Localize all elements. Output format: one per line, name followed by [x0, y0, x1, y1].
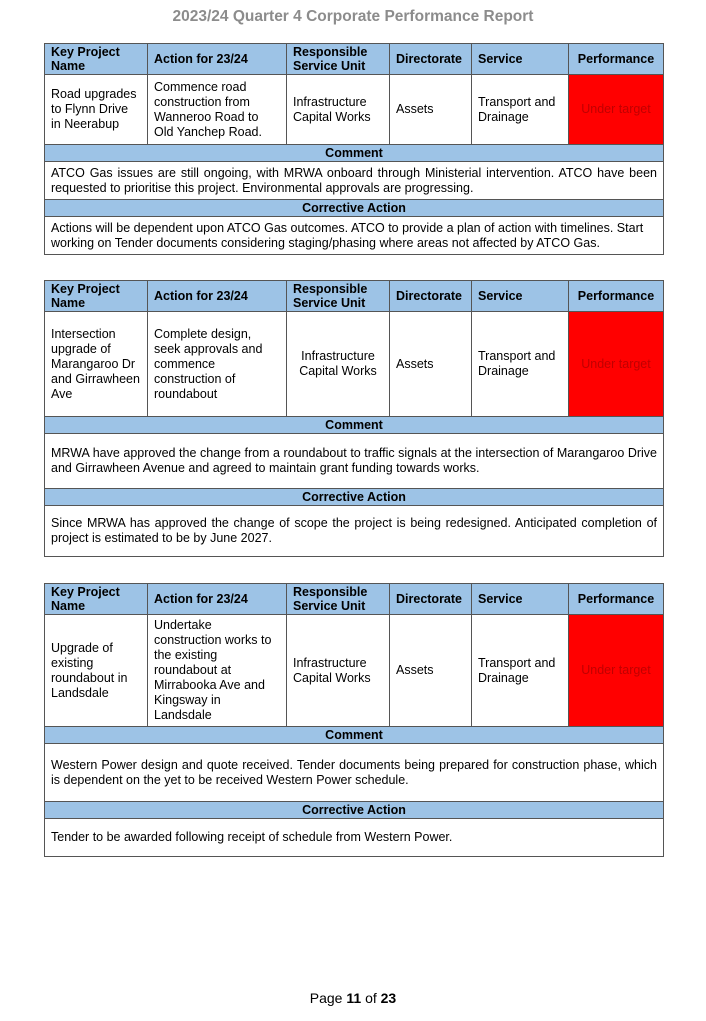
- header-responsible-unit: Responsible Service Unit: [287, 44, 390, 75]
- header-key-project: Key Project Name: [45, 584, 148, 615]
- page-label: Page: [309, 990, 343, 1006]
- project-action: Undertake construction works to the existing roundabout at Mirrabooka Ave and Kingsway in Landsdale: [148, 615, 287, 727]
- performance-status: Under target: [569, 615, 664, 727]
- corrective-header-row: [45, 489, 664, 506]
- comment-row: [45, 434, 664, 489]
- header-action: Action for 23/24: [148, 281, 287, 312]
- project-unit: Infrastructure Capital Works: [287, 312, 390, 417]
- corrective-heading: Corrective Action: [45, 200, 664, 217]
- header-service: Service: [472, 281, 569, 312]
- header-key-project: Key Project Name: [45, 44, 148, 75]
- project-action: Complete design, seek approvals and commence construction of roundabout: [148, 312, 287, 417]
- comment-row: [45, 744, 664, 802]
- page-footer: [0, 990, 706, 1006]
- comment-text: ATCO Gas issues are still ongoing, with MRWA onboard through Ministerial intervention. ATCO have been requested to prioritise this project. Environmental approvals are progressing.: [45, 162, 664, 200]
- project-service: Transport and Drainage: [472, 615, 569, 727]
- performance-status: Under target: [569, 75, 664, 145]
- header-row: [45, 281, 664, 312]
- project-directorate: Assets: [390, 615, 472, 727]
- header-performance: Performance: [569, 584, 664, 615]
- header-directorate: Directorate: [390, 584, 472, 615]
- project-unit: Infrastructure Capital Works: [287, 75, 390, 145]
- corrective-text: Actions will be dependent upon ATCO Gas outcomes. ATCO to provide a plan of action with timelines. Start working on Tender documents considering staging/phasing where areas not affected by ATCO Gas.: [45, 217, 664, 255]
- corrective-heading: Corrective Action: [45, 802, 664, 819]
- project-table: [44, 280, 664, 557]
- comment-header-row: [45, 727, 664, 744]
- project-service: Transport and Drainage: [472, 75, 569, 145]
- project-name: Upgrade of existing roundabout in Landsdale: [45, 615, 148, 727]
- header-row: [45, 584, 664, 615]
- project-table: [44, 43, 664, 255]
- project-name: Road upgrades to Flynn Drive in Neerabup: [45, 75, 148, 145]
- report-title: 2023/24 Quarter 4 Corporate Performance Report: [172, 8, 534, 25]
- header-service: Service: [472, 584, 569, 615]
- comment-row: [45, 162, 664, 200]
- project-name: Intersection upgrade of Marangaroo Dr and Girrawheen Ave: [45, 312, 148, 417]
- corrective-heading: Corrective Action: [45, 489, 664, 506]
- header-directorate: Directorate: [390, 44, 472, 75]
- header-directorate: Directorate: [390, 281, 472, 312]
- header-service: Service: [472, 44, 569, 75]
- project-directorate: Assets: [390, 312, 472, 417]
- corrective-text: Since MRWA has approved the change of scope the project is being redesigned. Anticipated completion of project is estimated to be by June 2027.: [45, 506, 664, 557]
- comment-text: Western Power design and quote received. Tender documents being prepared for construction phase, which is dependent on the yet to be received Western Power schedule.: [45, 744, 664, 802]
- header-performance: Performance: [569, 281, 664, 312]
- project-table: [44, 583, 664, 857]
- header-key-project: Key Project Name: [45, 281, 148, 312]
- header-responsible-unit: Responsible Service Unit: [287, 281, 390, 312]
- comment-header-row: [45, 145, 664, 162]
- header-action: Action for 23/24: [148, 584, 287, 615]
- header-row: [45, 44, 664, 75]
- corrective-header-row: [45, 200, 664, 217]
- page-current: 11: [346, 990, 362, 1006]
- project-directorate: Assets: [390, 75, 472, 145]
- corrective-row: [45, 819, 664, 857]
- header-responsible-unit: Responsible Service Unit: [287, 584, 390, 615]
- comment-text: MRWA have approved the change from a roundabout to traffic signals at the intersection of Marangaroo Drive and Girrawheen Avenue and agreed to maintain grant funding towards works.: [45, 434, 664, 489]
- corrective-row: [45, 506, 664, 557]
- project-row: [45, 312, 664, 417]
- corrective-text: Tender to be awarded following receipt of schedule from Western Power.: [45, 819, 664, 857]
- header-performance: Performance: [569, 44, 664, 75]
- project-row: [45, 615, 664, 727]
- comment-heading: Comment: [45, 417, 664, 434]
- corrective-row: [45, 217, 664, 255]
- project-action: Commence road construction from Wanneroo Road to Old Yanchep Road.: [148, 75, 287, 145]
- comment-heading: Comment: [45, 727, 664, 744]
- comment-heading: Comment: [45, 145, 664, 162]
- page-total: 23: [380, 990, 397, 1006]
- project-service: Transport and Drainage: [472, 312, 569, 417]
- project-unit: Infrastructure Capital Works: [287, 615, 390, 727]
- comment-header-row: [45, 417, 664, 434]
- header-action: Action for 23/24: [148, 44, 287, 75]
- corrective-header-row: [45, 802, 664, 819]
- performance-status: Under target: [569, 312, 664, 417]
- page-of-label: of: [365, 990, 377, 1006]
- project-row: [45, 75, 664, 145]
